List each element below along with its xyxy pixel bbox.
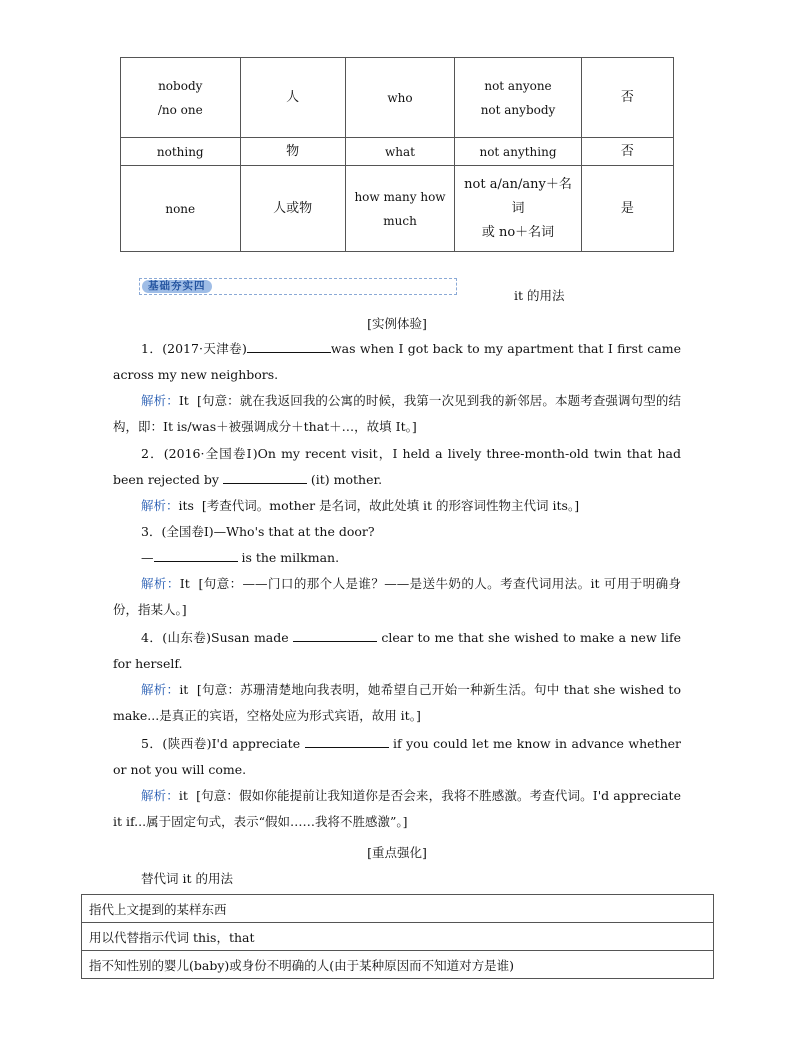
question-source: (山东卷) — [162, 630, 212, 645]
answer-explanation: [句意：苏珊清楚地向我表明，她希望自己开始一种新生活。句中 that she wished to make...是真正的宾语，空格处应为形式宾语，故用 it。] — [113, 682, 681, 723]
cell-text: 物 — [286, 143, 300, 159]
answer-label: 解析： — [141, 576, 180, 591]
answer-label: 解析： — [141, 788, 179, 803]
answer-explanation: [考查代词。mother 是名词，故此处填 it 的形容词性物主代词 its。] — [201, 498, 580, 513]
cell-text: what — [385, 144, 415, 159]
table-row — [121, 58, 674, 138]
question-1 — [113, 336, 681, 440]
question-number: 3． — [141, 524, 162, 539]
table-cell — [82, 895, 714, 923]
question-source: (全国卷Ⅰ) — [161, 524, 214, 539]
question-text: (it) mother. — [306, 472, 383, 487]
table-cell — [345, 58, 454, 138]
cell-text: 否 — [620, 89, 634, 105]
answer-text: It — [179, 576, 190, 591]
cell-text: not anyone not anybody — [480, 78, 556, 117]
section-tag — [139, 278, 457, 295]
usage-title: 替代词 it 的用法 — [141, 871, 233, 886]
question-text: was when I got back to my apartment that I first came across my new neighbors. — [113, 341, 681, 382]
question-5 — [113, 731, 681, 835]
cell-text: 人或物 — [273, 200, 313, 216]
table-cell — [240, 58, 345, 138]
answer-text: its — [178, 498, 194, 513]
question-source: (2016·全国卷Ⅰ) — [163, 446, 258, 461]
answer-explanation: [句意：就在我返回我的公寓的时候，我第一次见到我的新邻居。本题考查强调句型的结构，即：It is/was＋被强调成分＋that＋…，故填 It。] — [113, 393, 681, 434]
answer-text: it — [179, 682, 189, 697]
table-cell — [121, 138, 241, 166]
table-cell — [345, 138, 454, 166]
answer-blank — [293, 627, 377, 642]
table-cell — [455, 138, 582, 166]
table-cell — [455, 166, 582, 252]
answer-blank — [154, 547, 238, 562]
question-number: 4． — [141, 630, 163, 645]
question-2 — [113, 441, 681, 519]
cell-text: 是 — [620, 200, 634, 216]
cell-text: not anything — [479, 144, 557, 159]
answer-blank — [247, 338, 331, 353]
answer-blank — [223, 469, 307, 484]
question-3 — [113, 519, 681, 623]
examples-heading: [实例体验] — [367, 316, 427, 331]
cell-text: nothing — [156, 144, 204, 159]
table-cell — [581, 58, 673, 138]
question-text: is the milkman. — [237, 550, 340, 565]
question-number: 1． — [141, 341, 163, 356]
pronoun-table — [120, 57, 674, 252]
answer-text: it — [178, 788, 188, 803]
cell-text: not a/an/any＋名词 或 no＋名词 — [464, 176, 572, 240]
answer-label: 解析： — [141, 682, 180, 697]
answer-explanation: [句意：——门口的那个人是谁？——是送牛奶的人。考查代词用法。it 可用于明确身份，指某人。] — [113, 576, 681, 617]
cell-text: 指不知性别的婴儿(baby)或身份不明确的人(由于某种原因而不知道对方是谁) — [89, 957, 515, 973]
cell-text: 用以代替指示代词 this，that — [89, 929, 255, 945]
answer-label: 解析： — [141, 393, 179, 408]
table-cell — [240, 166, 345, 252]
question-source: (2017·天津卷) — [162, 341, 247, 356]
cell-text: none — [165, 201, 196, 216]
table-cell — [455, 58, 582, 138]
question-text: clear to me that she wished to make a new life for herself. — [113, 630, 682, 671]
answer-blank — [305, 733, 389, 748]
question-text: I'd appreciate — [211, 736, 305, 751]
cell-text: who — [387, 90, 413, 105]
table-cell — [121, 58, 241, 138]
table-row — [82, 951, 714, 979]
usage-table — [81, 894, 714, 979]
answer-explanation: [句意：假如你能提前让我知道你是否会来，我将不胜感激。考查代词。I'd appreciate it if...属于固定句式，表示“假如……我将不胜感激”。] — [113, 788, 681, 829]
question-number: 5． — [141, 736, 163, 751]
dialogue-dash: — — [141, 550, 154, 565]
table-cell — [581, 166, 673, 252]
question-source: (陕西卷) — [162, 736, 212, 751]
section-title: it 的用法 — [514, 288, 565, 303]
cell-text: nobody /no one — [157, 78, 203, 117]
emphasis-heading: [重点强化] — [367, 845, 427, 860]
answer-text: It — [178, 393, 189, 408]
cell-text: how many how much — [354, 189, 446, 228]
question-text: —Who's that at the door? — [213, 524, 375, 539]
question-number: 2． — [141, 446, 164, 461]
table-row — [121, 138, 674, 166]
cell-text: 人 — [286, 89, 300, 105]
table-row — [82, 895, 714, 923]
table-cell — [82, 923, 714, 951]
question-text: if you could let me know in advance whether or not you will come. — [113, 736, 681, 777]
table-cell — [240, 138, 345, 166]
table-cell — [345, 166, 454, 252]
table-row — [121, 166, 674, 252]
question-4 — [113, 625, 681, 729]
table-row — [82, 923, 714, 951]
section-badge: 基础夯实四 — [142, 280, 212, 293]
table-cell — [82, 951, 714, 979]
cell-text: 指代上文提到的某样东西 — [89, 901, 227, 917]
question-text: Susan made — [211, 630, 294, 645]
table-cell — [581, 138, 673, 166]
cell-text: 否 — [620, 143, 634, 159]
answer-label: 解析： — [141, 498, 179, 513]
question-text: On my recent visit，I held a lively three-month-old twin that had been rejected by — [113, 446, 681, 487]
table-cell — [121, 166, 241, 252]
